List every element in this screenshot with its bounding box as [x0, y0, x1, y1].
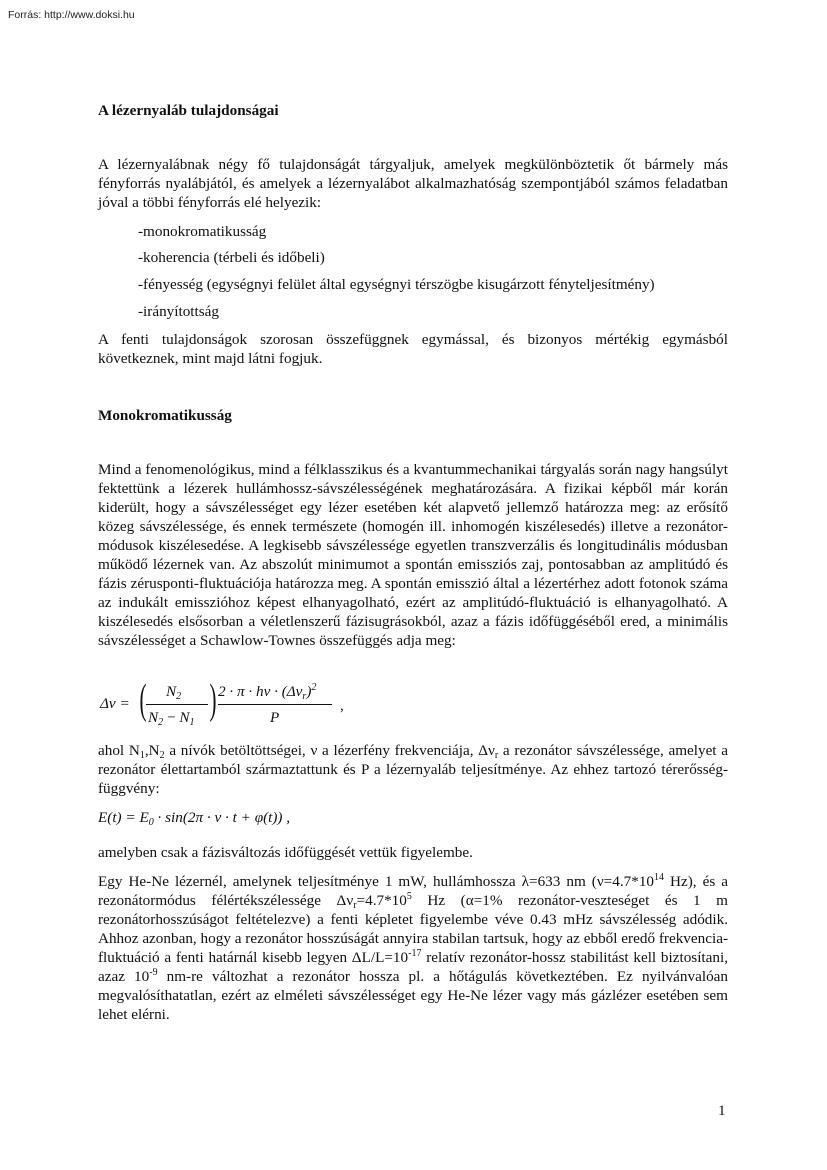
property-item: -irányítottság — [138, 303, 219, 320]
intro-paragraph: A lézernyalábnak négy fő tulajdonságát tárgyaljuk, amelyek megkülönböztetik őt bármely más fényforrás nyalábjától, és amelyek a lézernyalábot alkalmazhatóság szempontjából számos feladatban jóval a többi fényforrás elé helyezik: — [98, 156, 728, 211]
source-label: Forrás: http://www.doksi.hu — [8, 9, 135, 21]
property-item: -monokromatikusság — [138, 223, 267, 240]
field-strength-formula: $E(t) = E_0 \cdot \sin(2\pi \cdot \nu \cdot t + \varphi(t))$ , — [98, 809, 291, 828]
schawlow-townes-formula — [98, 676, 398, 732]
frac2-bar — [218, 704, 332, 705]
frac1-denominator: $N_2 - N_1$ — [148, 709, 195, 728]
phase-note-paragraph: amelyben csak a fázisváltozás időfüggését vettük figyelembe. — [98, 844, 473, 861]
section1-paragraph: Mind a fenomenológikus, mind a félklasszikus és a kvantummechanikai tárgyalás során nagy hangsúlyt fektettünk a lézerek hullámhossz-sávszélességének meghatározására. A fizikai képből már korán kiderült, hogy a sávszélességet egy lézer esetében két alapvető jellemző határozza meg: az erősítő közeg sávszélessége, és ennek természete (homogén ill. inhomogén kiszélesedés) illetve a rezonátor-módusok kiszélesedése. A legkisebb sávszélessége egyetlen transzverzális és longitudinális módusban működő lézernek van. Az abszolút minimumot a spontán emissziós zaj, pontosabban az amplitúdó és fázis zérusponti-fluktuációja határozza meg. A spontán emisszió által a lézertérhez adott fotonok száma az indukált emisszióhoz képest elhanyagolható, ezért az amplitúdó-fluktuáció is elhanyagolható. A kiszélesedés elsősorban a véletlenszerű fázisugrásokból, azaz a fázis időfüggéséből ered, a minimális sávszélességet a Schawlow-Townes összefüggés adja meg: — [98, 461, 728, 649]
variables-paragraph: ahol $N_1,N_2$ a nívók betöltöttségei, ν a lézerfény frekvenciája, $\Delta\nu_r$ a rezonátor sávszélessége, amelyet a rezonátor élettartamból származtattunk és P a lézernyaláb teljesítménye. Az ehhez tartozó térerősség-függvény: — [98, 742, 728, 797]
frac2-denominator: P — [270, 709, 280, 726]
intro-end-paragraph: A fenti tulajdonságok szorosan összefüggnek egymással, és bizonyos mértékig egymásból következnek, mint majd látni fogjuk. — [98, 331, 728, 367]
section-title-monochromaticity: Monokromatikusság — [98, 407, 232, 424]
page-title: A lézernyaláb tulajdonságai — [98, 102, 279, 119]
right-paren: ) — [209, 677, 217, 723]
formula-lhs: Δν = — [100, 695, 130, 712]
frac1-numerator: $N_2$ — [166, 683, 182, 702]
property-item: -koherencia (térbeli és időbeli) — [138, 249, 325, 266]
hene-example-paragraph: Egy He-Ne lézernél, amelynek teljesítménye 1 mW, hullámhossza λ=633 nm ($\nu=4.7*10^{14}$ Hz), és a rezonátormódus félértékszélessége $\Delta\nu_r=4.7*10^5$ Hz (α=1% rezonátor-veszteséget és 1 m rezonátorhosszúságot feltételezve) a fenti képletet figyelembe véve 0.43 mHz sávszélesség adódik. Ahhoz azonban, hogy a rezonátor hosszúságát annyira stabilan tartsuk, hogy az ebből eredő frekvencia-fluktuáció a fenti határnál kisebb legyen $\Delta L/L=10^{-17}$ relatív rezonátor-hossz stabilitást kell biztosítani, azaz $10^{-9}$ nm-re változhat a rezonátor hossza pl. a hőtágulás következtében. Ez nyilvánvalóan megvalósíthatatlan, ezért az elméleti sávszélességet egy He-Ne lézer vagy más gázlézer esetében sem lehet elérni. — [98, 872, 728, 1023]
formula-comma: , — [340, 697, 344, 714]
page-number: 1 — [718, 1102, 726, 1119]
property-item: -fényesség (egységnyi felület által egységnyi térszögbe kisugárzott fényteljesítmény) — [138, 276, 655, 293]
frac2-numerator: $2 \cdot \pi \cdot h\nu \cdot (\Delta\nu_r)^2$ — [218, 682, 317, 702]
frac1-bar — [146, 704, 208, 705]
left-paren: ( — [139, 677, 147, 723]
